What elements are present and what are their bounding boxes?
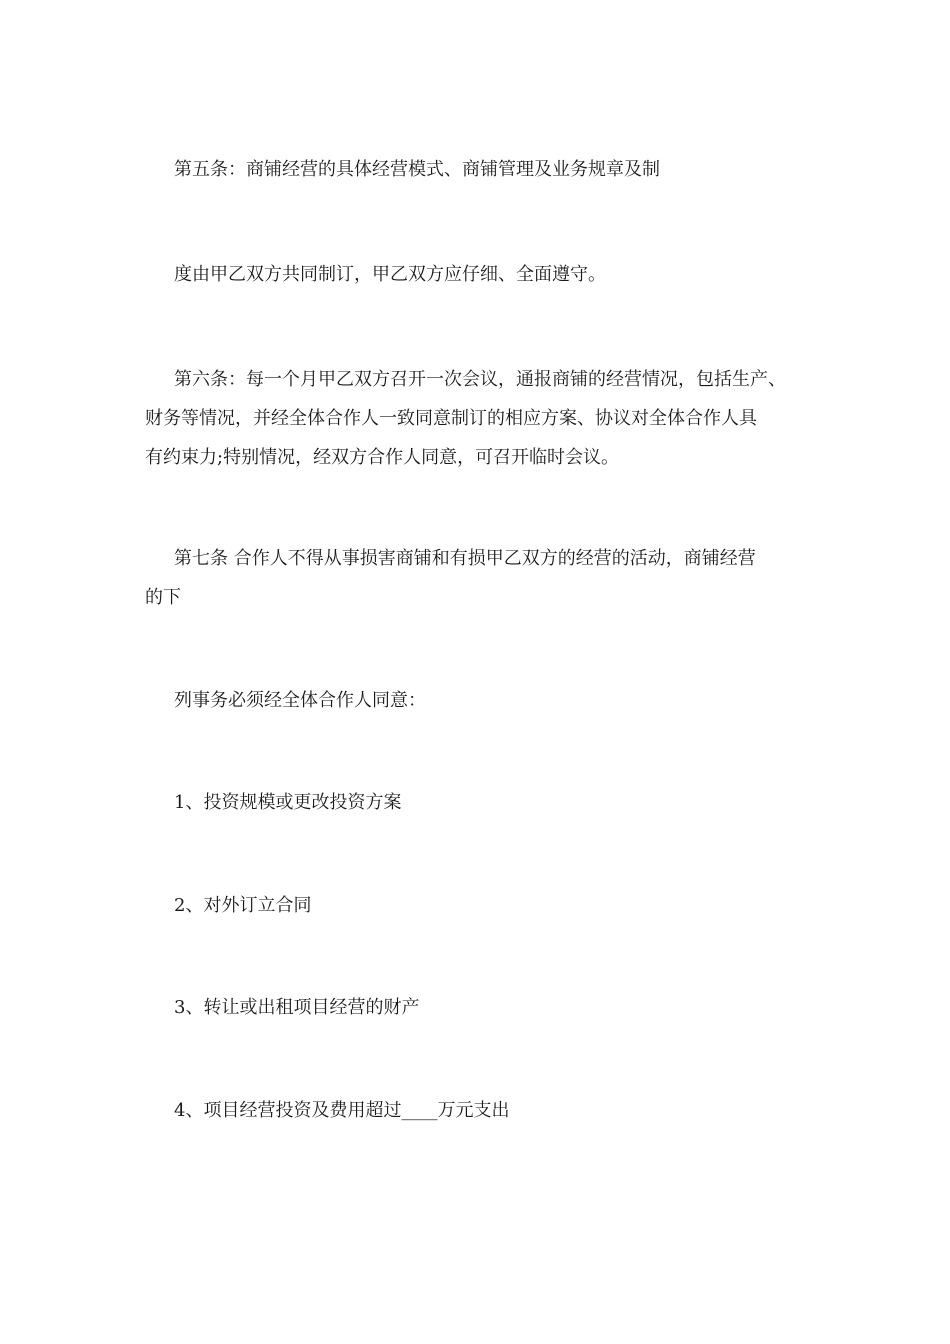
article-7-paragraph bbox=[145, 539, 825, 617]
article-7-line-3: 列事务必须经全体合作人同意： bbox=[174, 690, 426, 711]
article-6-line-2: 财务等情况，并经全体合作人一致同意制订的相应方案、协议对全体合作人具 bbox=[145, 408, 757, 429]
list-item: 2、对外订立合同 bbox=[174, 895, 312, 916]
article-5-line-2: 度由甲乙双方共同制订，甲乙双方应仔细、全面遵守。 bbox=[174, 264, 606, 285]
article-6-paragraph bbox=[145, 360, 825, 477]
list-item: 4、项目经营投资及费用超过____万元支出 bbox=[174, 1100, 510, 1121]
list-item: 3、转让或出租项目经营的财产 bbox=[174, 997, 420, 1018]
article-7-line-1: 第七条 合作人不得从事损害商铺和有损甲乙双方的经营的活动，商铺经营 bbox=[174, 548, 756, 569]
article-5-line-1: 第五条：商铺经营的具体经营模式、商铺管理及业务规章及制 bbox=[174, 159, 660, 180]
article-6-line-1: 第六条：每一个月甲乙双方召开一次会议，通报商铺的经营情况，包括生产、 bbox=[174, 369, 786, 390]
article-6-line-3: 有约束力;特别情况，经双方合作人同意，可召开临时会议。 bbox=[145, 447, 620, 468]
article-7-line-2: 的下 bbox=[145, 587, 181, 608]
list-item: 1、投资规模或更改投资方案 bbox=[174, 792, 402, 813]
